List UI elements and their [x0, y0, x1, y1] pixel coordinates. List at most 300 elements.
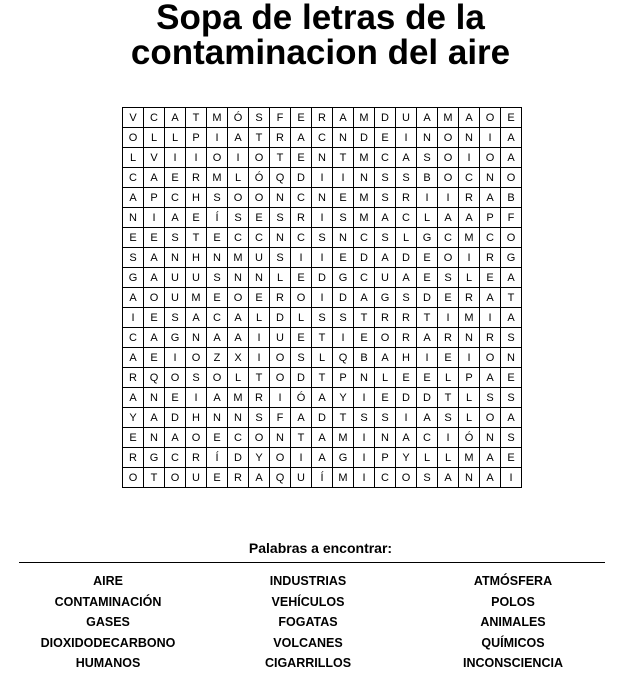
- grid-cell[interactable]: L: [459, 388, 480, 408]
- grid-cell[interactable]: E: [291, 148, 312, 168]
- grid-cell[interactable]: E: [207, 428, 228, 448]
- grid-cell[interactable]: N: [228, 268, 249, 288]
- grid-cell[interactable]: I: [249, 348, 270, 368]
- grid-cell[interactable]: P: [480, 208, 501, 228]
- grid-cell[interactable]: Í: [312, 468, 333, 488]
- grid-cell[interactable]: O: [480, 108, 501, 128]
- grid-cell[interactable]: I: [312, 248, 333, 268]
- grid-cell[interactable]: I: [459, 148, 480, 168]
- grid-cell[interactable]: A: [480, 368, 501, 388]
- grid-cell[interactable]: M: [186, 288, 207, 308]
- grid-cell[interactable]: S: [312, 308, 333, 328]
- grid-cell[interactable]: I: [354, 388, 375, 408]
- grid-cell[interactable]: D: [165, 408, 186, 428]
- grid-cell[interactable]: I: [459, 248, 480, 268]
- grid-cell[interactable]: Ó: [459, 428, 480, 448]
- grid-cell[interactable]: A: [480, 288, 501, 308]
- grid-cell[interactable]: I: [270, 388, 291, 408]
- grid-cell[interactable]: R: [270, 128, 291, 148]
- grid-cell[interactable]: L: [396, 228, 417, 248]
- grid-cell[interactable]: I: [501, 468, 522, 488]
- grid-cell[interactable]: N: [375, 428, 396, 448]
- grid-cell[interactable]: O: [207, 148, 228, 168]
- grid-cell[interactable]: S: [249, 408, 270, 428]
- grid-cell[interactable]: T: [144, 468, 165, 488]
- grid-cell[interactable]: I: [354, 428, 375, 448]
- grid-cell[interactable]: C: [312, 128, 333, 148]
- grid-cell[interactable]: E: [354, 328, 375, 348]
- grid-cell[interactable]: B: [417, 168, 438, 188]
- grid-cell[interactable]: E: [333, 248, 354, 268]
- grid-cell[interactable]: S: [312, 228, 333, 248]
- grid-cell[interactable]: A: [438, 208, 459, 228]
- grid-cell[interactable]: I: [333, 168, 354, 188]
- grid-cell[interactable]: L: [459, 408, 480, 428]
- grid-cell[interactable]: C: [396, 208, 417, 228]
- grid-cell[interactable]: Ó: [249, 168, 270, 188]
- grid-cell[interactable]: A: [417, 408, 438, 428]
- grid-cell[interactable]: H: [186, 248, 207, 268]
- grid-cell[interactable]: S: [207, 268, 228, 288]
- grid-cell[interactable]: C: [207, 308, 228, 328]
- grid-cell[interactable]: E: [501, 108, 522, 128]
- grid-cell[interactable]: M: [354, 148, 375, 168]
- grid-cell[interactable]: S: [165, 228, 186, 248]
- grid-cell[interactable]: O: [396, 468, 417, 488]
- grid-cell[interactable]: D: [375, 108, 396, 128]
- grid-cell[interactable]: N: [270, 428, 291, 448]
- grid-cell[interactable]: A: [207, 388, 228, 408]
- grid-cell[interactable]: E: [438, 348, 459, 368]
- grid-cell[interactable]: N: [270, 228, 291, 248]
- grid-cell[interactable]: R: [123, 368, 144, 388]
- grid-cell[interactable]: I: [417, 348, 438, 368]
- grid-cell[interactable]: T: [333, 408, 354, 428]
- grid-cell[interactable]: L: [438, 448, 459, 468]
- grid-cell[interactable]: A: [165, 208, 186, 228]
- grid-cell[interactable]: S: [480, 388, 501, 408]
- grid-cell[interactable]: L: [249, 308, 270, 328]
- grid-cell[interactable]: X: [228, 348, 249, 368]
- grid-cell[interactable]: R: [375, 308, 396, 328]
- grid-cell[interactable]: A: [228, 308, 249, 328]
- grid-cell[interactable]: A: [165, 108, 186, 128]
- grid-cell[interactable]: E: [249, 208, 270, 228]
- grid-cell[interactable]: O: [228, 188, 249, 208]
- grid-cell[interactable]: N: [480, 168, 501, 188]
- grid-cell[interactable]: O: [249, 428, 270, 448]
- grid-cell[interactable]: N: [333, 128, 354, 148]
- grid-cell[interactable]: L: [417, 208, 438, 228]
- grid-cell[interactable]: E: [396, 368, 417, 388]
- grid-cell[interactable]: O: [270, 448, 291, 468]
- grid-cell[interactable]: U: [396, 108, 417, 128]
- grid-cell[interactable]: U: [165, 288, 186, 308]
- grid-cell[interactable]: G: [375, 288, 396, 308]
- grid-cell[interactable]: N: [480, 428, 501, 448]
- grid-cell[interactable]: A: [375, 348, 396, 368]
- grid-cell[interactable]: E: [291, 108, 312, 128]
- grid-cell[interactable]: E: [291, 268, 312, 288]
- grid-cell[interactable]: S: [186, 368, 207, 388]
- grid-cell[interactable]: A: [123, 388, 144, 408]
- grid-cell[interactable]: D: [291, 368, 312, 388]
- grid-cell[interactable]: Ó: [291, 388, 312, 408]
- grid-cell[interactable]: Y: [249, 448, 270, 468]
- grid-cell[interactable]: A: [417, 108, 438, 128]
- grid-cell[interactable]: R: [396, 328, 417, 348]
- grid-cell[interactable]: S: [438, 268, 459, 288]
- grid-cell[interactable]: I: [417, 188, 438, 208]
- grid-cell[interactable]: A: [501, 268, 522, 288]
- grid-cell[interactable]: N: [207, 248, 228, 268]
- grid-cell[interactable]: R: [270, 288, 291, 308]
- grid-cell[interactable]: S: [291, 348, 312, 368]
- grid-cell[interactable]: L: [375, 368, 396, 388]
- grid-cell[interactable]: O: [438, 168, 459, 188]
- grid-cell[interactable]: N: [165, 248, 186, 268]
- grid-cell[interactable]: E: [144, 308, 165, 328]
- grid-cell[interactable]: N: [144, 388, 165, 408]
- grid-cell[interactable]: C: [165, 448, 186, 468]
- grid-cell[interactable]: A: [228, 328, 249, 348]
- grid-cell[interactable]: T: [270, 148, 291, 168]
- grid-cell[interactable]: O: [270, 348, 291, 368]
- grid-cell[interactable]: M: [459, 308, 480, 328]
- grid-cell[interactable]: I: [312, 208, 333, 228]
- grid-cell[interactable]: N: [186, 328, 207, 348]
- grid-cell[interactable]: A: [123, 348, 144, 368]
- grid-cell[interactable]: I: [165, 348, 186, 368]
- grid-cell[interactable]: T: [312, 328, 333, 348]
- grid-cell[interactable]: R: [459, 288, 480, 308]
- grid-cell[interactable]: L: [459, 268, 480, 288]
- grid-cell[interactable]: A: [291, 128, 312, 148]
- grid-cell[interactable]: S: [354, 408, 375, 428]
- grid-cell[interactable]: S: [375, 168, 396, 188]
- grid-cell[interactable]: L: [144, 128, 165, 148]
- grid-cell[interactable]: O: [501, 228, 522, 248]
- grid-cell[interactable]: M: [354, 108, 375, 128]
- grid-cell[interactable]: E: [207, 468, 228, 488]
- grid-cell[interactable]: Y: [396, 448, 417, 468]
- grid-cell[interactable]: O: [501, 168, 522, 188]
- grid-cell[interactable]: A: [228, 128, 249, 148]
- grid-cell[interactable]: A: [438, 468, 459, 488]
- grid-cell[interactable]: N: [312, 148, 333, 168]
- grid-cell[interactable]: O: [123, 128, 144, 148]
- grid-cell[interactable]: N: [354, 368, 375, 388]
- grid-cell[interactable]: A: [144, 328, 165, 348]
- grid-cell[interactable]: O: [438, 128, 459, 148]
- grid-cell[interactable]: N: [144, 428, 165, 448]
- grid-cell[interactable]: S: [375, 228, 396, 248]
- grid-cell[interactable]: L: [417, 448, 438, 468]
- grid-cell[interactable]: L: [438, 368, 459, 388]
- grid-cell[interactable]: E: [417, 268, 438, 288]
- grid-cell[interactable]: R: [396, 188, 417, 208]
- grid-cell[interactable]: C: [375, 148, 396, 168]
- grid-cell[interactable]: Ó: [228, 108, 249, 128]
- grid-cell[interactable]: E: [123, 228, 144, 248]
- grid-cell[interactable]: O: [144, 288, 165, 308]
- grid-cell[interactable]: P: [144, 188, 165, 208]
- grid-cell[interactable]: V: [123, 108, 144, 128]
- grid-cell[interactable]: A: [459, 208, 480, 228]
- grid-cell[interactable]: T: [333, 148, 354, 168]
- grid-cell[interactable]: O: [270, 368, 291, 388]
- grid-cell[interactable]: E: [291, 328, 312, 348]
- grid-cell[interactable]: F: [270, 108, 291, 128]
- grid-cell[interactable]: C: [291, 228, 312, 248]
- grid-cell[interactable]: A: [186, 308, 207, 328]
- grid-cell[interactable]: N: [459, 128, 480, 148]
- grid-cell[interactable]: A: [501, 308, 522, 328]
- grid-cell[interactable]: C: [480, 228, 501, 248]
- grid-cell[interactable]: O: [249, 148, 270, 168]
- grid-cell[interactable]: L: [228, 368, 249, 388]
- grid-cell[interactable]: R: [291, 208, 312, 228]
- grid-cell[interactable]: M: [207, 108, 228, 128]
- grid-cell[interactable]: H: [186, 408, 207, 428]
- grid-cell[interactable]: R: [249, 388, 270, 408]
- grid-cell[interactable]: E: [375, 388, 396, 408]
- grid-cell[interactable]: L: [312, 348, 333, 368]
- grid-cell[interactable]: C: [354, 228, 375, 248]
- grid-cell[interactable]: O: [165, 468, 186, 488]
- grid-cell[interactable]: A: [396, 148, 417, 168]
- grid-cell[interactable]: M: [354, 188, 375, 208]
- grid-cell[interactable]: D: [270, 308, 291, 328]
- grid-cell[interactable]: S: [123, 248, 144, 268]
- grid-cell[interactable]: T: [186, 108, 207, 128]
- grid-cell[interactable]: G: [144, 448, 165, 468]
- grid-cell[interactable]: A: [396, 268, 417, 288]
- grid-cell[interactable]: E: [144, 348, 165, 368]
- grid-cell[interactable]: E: [417, 248, 438, 268]
- grid-cell[interactable]: G: [333, 268, 354, 288]
- grid-cell[interactable]: T: [249, 368, 270, 388]
- grid-cell[interactable]: S: [207, 188, 228, 208]
- grid-cell[interactable]: A: [144, 168, 165, 188]
- grid-cell[interactable]: E: [417, 368, 438, 388]
- grid-cell[interactable]: E: [249, 288, 270, 308]
- grid-cell[interactable]: O: [438, 248, 459, 268]
- grid-cell[interactable]: A: [501, 408, 522, 428]
- grid-cell[interactable]: R: [396, 308, 417, 328]
- grid-cell[interactable]: E: [165, 168, 186, 188]
- grid-cell[interactable]: A: [291, 408, 312, 428]
- grid-cell[interactable]: B: [354, 348, 375, 368]
- grid-cell[interactable]: D: [417, 288, 438, 308]
- grid-cell[interactable]: I: [396, 408, 417, 428]
- grid-cell[interactable]: F: [501, 208, 522, 228]
- grid-cell[interactable]: H: [396, 348, 417, 368]
- grid-cell[interactable]: I: [396, 128, 417, 148]
- grid-cell[interactable]: N: [228, 408, 249, 428]
- grid-cell[interactable]: U: [249, 248, 270, 268]
- grid-cell[interactable]: D: [396, 248, 417, 268]
- grid-cell[interactable]: T: [291, 428, 312, 448]
- grid-cell[interactable]: G: [501, 248, 522, 268]
- grid-cell[interactable]: G: [123, 268, 144, 288]
- grid-cell[interactable]: O: [291, 288, 312, 308]
- grid-cell[interactable]: N: [270, 188, 291, 208]
- grid-cell[interactable]: F: [270, 408, 291, 428]
- grid-cell[interactable]: H: [186, 188, 207, 208]
- grid-cell[interactable]: A: [480, 188, 501, 208]
- grid-cell[interactable]: C: [249, 228, 270, 248]
- grid-cell[interactable]: R: [312, 108, 333, 128]
- grid-cell[interactable]: A: [501, 148, 522, 168]
- grid-cell[interactable]: E: [501, 448, 522, 468]
- grid-cell[interactable]: C: [123, 168, 144, 188]
- grid-cell[interactable]: A: [312, 448, 333, 468]
- grid-cell[interactable]: O: [480, 148, 501, 168]
- grid-cell[interactable]: I: [249, 328, 270, 348]
- grid-cell[interactable]: E: [207, 228, 228, 248]
- grid-cell[interactable]: A: [354, 288, 375, 308]
- grid-cell[interactable]: N: [333, 228, 354, 248]
- grid-cell[interactable]: I: [291, 248, 312, 268]
- grid-cell[interactable]: S: [375, 188, 396, 208]
- grid-cell[interactable]: A: [165, 428, 186, 448]
- grid-cell[interactable]: N: [459, 468, 480, 488]
- grid-cell[interactable]: R: [459, 188, 480, 208]
- grid-cell[interactable]: Í: [207, 448, 228, 468]
- grid-cell[interactable]: C: [228, 228, 249, 248]
- grid-cell[interactable]: S: [333, 208, 354, 228]
- grid-cell[interactable]: S: [333, 308, 354, 328]
- grid-cell[interactable]: R: [438, 328, 459, 348]
- grid-cell[interactable]: U: [375, 268, 396, 288]
- grid-cell[interactable]: E: [375, 128, 396, 148]
- grid-cell[interactable]: T: [501, 288, 522, 308]
- grid-cell[interactable]: O: [480, 348, 501, 368]
- grid-cell[interactable]: N: [207, 408, 228, 428]
- grid-cell[interactable]: A: [480, 468, 501, 488]
- grid-cell[interactable]: I: [186, 388, 207, 408]
- grid-cell[interactable]: U: [186, 268, 207, 288]
- grid-cell[interactable]: M: [228, 388, 249, 408]
- grid-cell[interactable]: M: [207, 168, 228, 188]
- grid-cell[interactable]: P: [333, 368, 354, 388]
- grid-cell[interactable]: T: [417, 308, 438, 328]
- grid-cell[interactable]: T: [438, 388, 459, 408]
- grid-cell[interactable]: A: [333, 108, 354, 128]
- grid-cell[interactable]: O: [123, 468, 144, 488]
- grid-cell[interactable]: I: [438, 308, 459, 328]
- grid-cell[interactable]: O: [375, 328, 396, 348]
- grid-cell[interactable]: I: [291, 448, 312, 468]
- grid-cell[interactable]: U: [186, 468, 207, 488]
- grid-cell[interactable]: E: [333, 188, 354, 208]
- grid-cell[interactable]: G: [417, 228, 438, 248]
- grid-cell[interactable]: E: [144, 228, 165, 248]
- grid-cell[interactable]: M: [354, 208, 375, 228]
- grid-cell[interactable]: R: [186, 448, 207, 468]
- grid-cell[interactable]: G: [333, 448, 354, 468]
- grid-cell[interactable]: A: [144, 248, 165, 268]
- grid-cell[interactable]: C: [291, 188, 312, 208]
- grid-cell[interactable]: I: [144, 208, 165, 228]
- grid-cell[interactable]: L: [165, 128, 186, 148]
- grid-cell[interactable]: A: [480, 448, 501, 468]
- grid-cell[interactable]: C: [375, 468, 396, 488]
- grid-cell[interactable]: C: [165, 188, 186, 208]
- grid-cell[interactable]: S: [249, 108, 270, 128]
- grid-cell[interactable]: I: [228, 148, 249, 168]
- grid-cell[interactable]: C: [144, 108, 165, 128]
- grid-cell[interactable]: S: [501, 428, 522, 448]
- grid-cell[interactable]: M: [438, 108, 459, 128]
- grid-cell[interactable]: D: [333, 288, 354, 308]
- grid-cell[interactable]: E: [501, 368, 522, 388]
- grid-cell[interactable]: V: [144, 148, 165, 168]
- grid-cell[interactable]: A: [123, 188, 144, 208]
- grid-cell[interactable]: E: [207, 288, 228, 308]
- grid-cell[interactable]: S: [270, 248, 291, 268]
- grid-cell[interactable]: D: [396, 388, 417, 408]
- grid-cell[interactable]: I: [312, 168, 333, 188]
- grid-cell[interactable]: U: [291, 468, 312, 488]
- grid-cell[interactable]: E: [123, 428, 144, 448]
- grid-cell[interactable]: U: [165, 268, 186, 288]
- grid-cell[interactable]: A: [312, 388, 333, 408]
- grid-cell[interactable]: D: [354, 128, 375, 148]
- grid-cell[interactable]: Q: [333, 348, 354, 368]
- grid-cell[interactable]: O: [228, 288, 249, 308]
- grid-cell[interactable]: S: [165, 308, 186, 328]
- grid-cell[interactable]: A: [207, 328, 228, 348]
- grid-cell[interactable]: C: [228, 428, 249, 448]
- grid-cell[interactable]: A: [144, 408, 165, 428]
- grid-cell[interactable]: E: [165, 388, 186, 408]
- grid-cell[interactable]: S: [396, 288, 417, 308]
- grid-cell[interactable]: D: [312, 268, 333, 288]
- grid-cell[interactable]: I: [354, 448, 375, 468]
- grid-cell[interactable]: S: [270, 208, 291, 228]
- grid-cell[interactable]: M: [459, 228, 480, 248]
- grid-cell[interactable]: R: [480, 328, 501, 348]
- grid-cell[interactable]: I: [312, 288, 333, 308]
- grid-cell[interactable]: D: [417, 388, 438, 408]
- grid-cell[interactable]: D: [228, 448, 249, 468]
- grid-cell[interactable]: D: [291, 168, 312, 188]
- grid-cell[interactable]: I: [186, 148, 207, 168]
- grid-cell[interactable]: T: [354, 308, 375, 328]
- grid-cell[interactable]: P: [186, 128, 207, 148]
- grid-cell[interactable]: M: [228, 248, 249, 268]
- grid-cell[interactable]: S: [417, 148, 438, 168]
- grid-cell[interactable]: E: [186, 208, 207, 228]
- grid-cell[interactable]: G: [165, 328, 186, 348]
- grid-cell[interactable]: N: [312, 188, 333, 208]
- grid-cell[interactable]: I: [438, 428, 459, 448]
- grid-cell[interactable]: O: [186, 348, 207, 368]
- grid-cell[interactable]: D: [312, 408, 333, 428]
- grid-cell[interactable]: N: [354, 168, 375, 188]
- grid-cell[interactable]: Y: [333, 388, 354, 408]
- grid-cell[interactable]: I: [459, 348, 480, 368]
- grid-cell[interactable]: I: [207, 128, 228, 148]
- grid-cell[interactable]: E: [480, 268, 501, 288]
- grid-cell[interactable]: R: [480, 248, 501, 268]
- grid-cell[interactable]: S: [396, 168, 417, 188]
- grid-cell[interactable]: A: [501, 128, 522, 148]
- grid-cell[interactable]: B: [501, 188, 522, 208]
- grid-cell[interactable]: I: [438, 188, 459, 208]
